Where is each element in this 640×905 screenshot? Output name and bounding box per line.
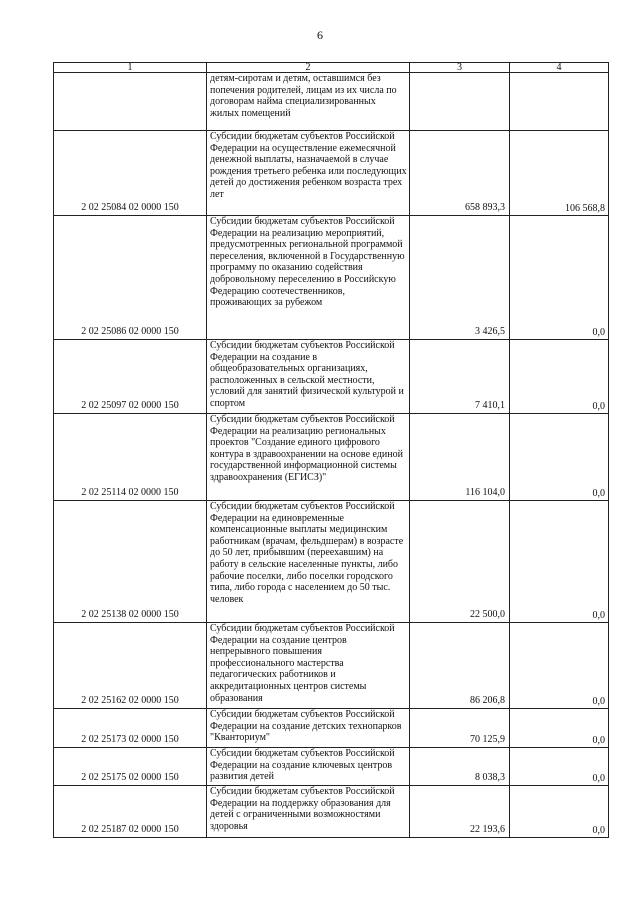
table-row: [54, 623, 609, 709]
row-name: Субсидии бюджетам субъектов Российской Федерации на поддержку образования для детей с ограниченными возможностями здоровья: [207, 786, 410, 838]
table-row: [54, 709, 609, 748]
row-name: Субсидии бюджетам субъектов Российской Федерации на осуществление ежемесячной денежной выплаты, назначаемой в случае рождения третьего ребенка или последующих детей до достижения ребенком возраста трех лет: [207, 131, 410, 216]
header-row: [54, 63, 609, 73]
row-code: 2 02 25097 02 0000 150: [54, 340, 207, 414]
col-header-4: 4: [510, 63, 609, 73]
row-col4: 0,0: [510, 414, 609, 501]
row-name: Субсидии бюджетам субъектов Российской Федерации на создание детских технопарков "Кванториум": [207, 709, 410, 748]
row-name: Субсидии бюджетам субъектов Российской Федерации на единовременные компенсационные выплаты медицинским работникам (врачам, фельдшерам) в возрасте до 50 лет, прибывшим (переехавшим) на работу в сельские населенные пункты, либо рабочие поселки, либо поселки городского типа, либо города с населением до 50 тыс. человек: [207, 501, 410, 623]
table-row: [54, 340, 609, 414]
row-name: Субсидии бюджетам субъектов Российской Федерации на реализацию региональных проектов "Создание единого цифрового контура в здравоохранении на основе единой государственной информационной системы здравоохранения (ЕГИСЗ)": [207, 414, 410, 501]
table-row: [54, 414, 609, 501]
table-row: [54, 748, 609, 786]
row-code: 2 02 25162 02 0000 150: [54, 623, 207, 709]
row-col4: 106 568,8: [510, 131, 609, 216]
row-code: 2 02 25173 02 0000 150: [54, 709, 207, 748]
row-col3: 8 038,3: [410, 748, 510, 786]
row-code: 2 02 25138 02 0000 150: [54, 501, 207, 623]
row-col3: 3 426,5: [410, 216, 510, 340]
row-col3: 22 193,6: [410, 786, 510, 838]
row-name: Субсидии бюджетам субъектов Российской Федерации на создание центров непрерывного повышения профессионального мастерства педагогических работников и аккредитационных центров системы образования: [207, 623, 410, 709]
table-row: [54, 73, 609, 131]
table-row: [54, 216, 609, 340]
row-col4: 0,0: [510, 340, 609, 414]
row-col4: 0,0: [510, 501, 609, 623]
col-header-2: 2: [207, 63, 410, 73]
row-name: детям-сиротам и детям, оставшимся без попечения родителей, лицам из их числа по договорам найма специализированных жилых помещений: [207, 73, 410, 131]
row-code: 2 02 25187 02 0000 150: [54, 786, 207, 838]
row-col3: 86 206,8: [410, 623, 510, 709]
row-col4: 0,0: [510, 748, 609, 786]
row-col3: [410, 73, 510, 131]
row-col4: 0,0: [510, 623, 609, 709]
row-name: Субсидии бюджетам субъектов Российской Федерации на реализацию мероприятий, предусмотренных региональной программой переселения, включенной в Государственную программу по оказанию содействия добровольному переселению в Российскую Федерацию соотечественников, проживающих за рубежом: [207, 216, 410, 340]
row-col3: 70 125,9: [410, 709, 510, 748]
row-name: Субсидии бюджетам субъектов Российской Федерации на создание в общеобразовательных организациях, расположенных в сельской местности, условий для занятий физической культурой и спортом: [207, 340, 410, 414]
budget-table: [53, 62, 609, 838]
table-row: [54, 131, 609, 216]
row-code: 2 02 25175 02 0000 150: [54, 748, 207, 786]
row-col3: 22 500,0: [410, 501, 510, 623]
table-row: [54, 786, 609, 838]
row-name: Субсидии бюджетам субъектов Российской Федерации на создание ключевых центров развития детей: [207, 748, 410, 786]
col-header-1: 1: [54, 63, 207, 73]
row-col4: 0,0: [510, 216, 609, 340]
row-code: 2 02 25086 02 0000 150: [54, 216, 207, 340]
row-col4: [510, 73, 609, 131]
col-header-3: 3: [410, 63, 510, 73]
row-col3: 7 410,1: [410, 340, 510, 414]
table-row: [54, 501, 609, 623]
row-code: 2 02 25084 02 0000 150: [54, 131, 207, 216]
row-col4: 0,0: [510, 709, 609, 748]
row-col3: 658 893,3: [410, 131, 510, 216]
row-col3: 116 104,0: [410, 414, 510, 501]
page-number: 6: [317, 28, 323, 42]
row-col4: 0,0: [510, 786, 609, 838]
row-code: 2 02 25114 02 0000 150: [54, 414, 207, 501]
row-code: [54, 73, 207, 131]
